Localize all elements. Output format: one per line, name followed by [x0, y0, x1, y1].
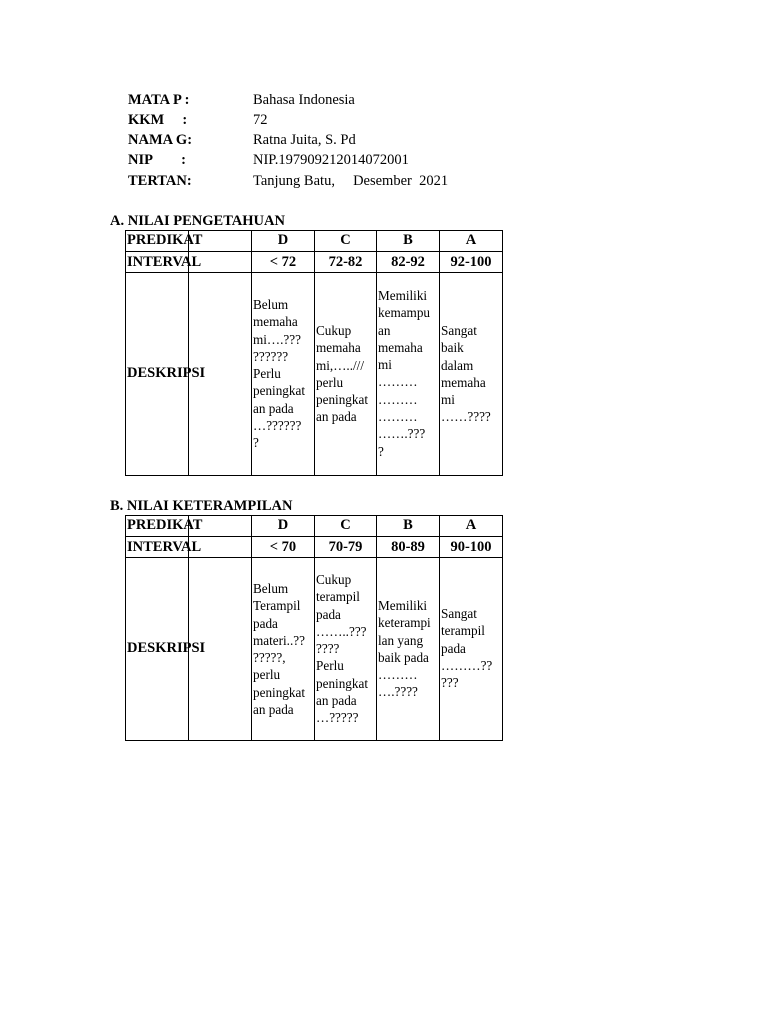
header-label: TERTAN: [128, 173, 192, 189]
grade-cell: C [340, 517, 351, 533]
interval-label: INTERVAL [127, 254, 202, 270]
interval-cell: 72-82 [328, 254, 363, 270]
predikat-label: PREDIKAT [127, 517, 203, 533]
description-cell: Belum Terampil pada materi..?? ?????, perlu peningkat an pada [253, 581, 306, 718]
grade-cell: C [340, 232, 351, 248]
header-value: Tanjung Batu, Desember 2021 [253, 173, 449, 189]
description-cell: Belum memaha mi….??? ?????? Perlu peningkat an pada …?????? ? [253, 297, 306, 451]
interval-cell: 92-100 [450, 254, 492, 270]
deskripsi-label: DESKRIPSI [127, 365, 206, 381]
grade-cell: D [277, 232, 289, 248]
section-a-title: A. NILAI PENGETAHUAN [110, 213, 285, 229]
header-label: NIP : [128, 152, 186, 168]
header-value: Ratna Juita, S. Pd [253, 132, 356, 148]
table-pengetahuan [125, 230, 503, 476]
grade-cell: A [465, 232, 477, 248]
header-value: NIP.197909212014072001 [253, 152, 409, 168]
grade-cell: B [403, 232, 413, 248]
grade-cell: B [403, 517, 413, 533]
description-cell: Sangat baik dalam memaha mi ……???? [441, 323, 491, 425]
section-b-title: B. NILAI KETERAMPILAN [110, 498, 293, 514]
header-label: KKM : [128, 112, 188, 128]
header-label: NAMA G: [128, 132, 193, 148]
description-cell: Sangat terampil pada ………?? ??? [441, 606, 493, 691]
table-border [502, 230, 503, 476]
interval-cell: < 72 [269, 254, 297, 270]
interval-cell: 90-100 [450, 539, 492, 555]
header-value: 72 [253, 112, 268, 128]
interval-label: INTERVAL [127, 539, 202, 555]
description-cell: Cukup memaha mi,…../// perlu peningkat an pada [316, 323, 369, 425]
predikat-label: PREDIKAT [127, 232, 203, 248]
deskripsi-label: DESKRIPSI [127, 640, 206, 656]
description-cell: Memiliki keterampi lan yang baik pada ……… ….???? [378, 598, 431, 700]
interval-cell: 82-92 [391, 254, 425, 270]
header-value: Bahasa Indonesia [253, 92, 355, 108]
header-label: MATA P : [128, 92, 190, 108]
table-border [125, 515, 126, 741]
interval-cell: 80-89 [391, 539, 425, 555]
interval-cell: < 70 [269, 539, 297, 555]
grade-cell: D [277, 517, 289, 533]
table-border [125, 230, 126, 476]
table-border [502, 515, 503, 741]
description-cell: Cukup terampil pada ……..??? ???? Perlu peningkat an pada …????? [316, 572, 369, 726]
table-keterampilan [125, 515, 503, 741]
grade-cell: A [465, 517, 477, 533]
interval-cell: 70-79 [328, 539, 363, 555]
description-cell: Memiliki kemampu an memaha mi ……… ……… ……… …….??? ? [378, 288, 431, 459]
